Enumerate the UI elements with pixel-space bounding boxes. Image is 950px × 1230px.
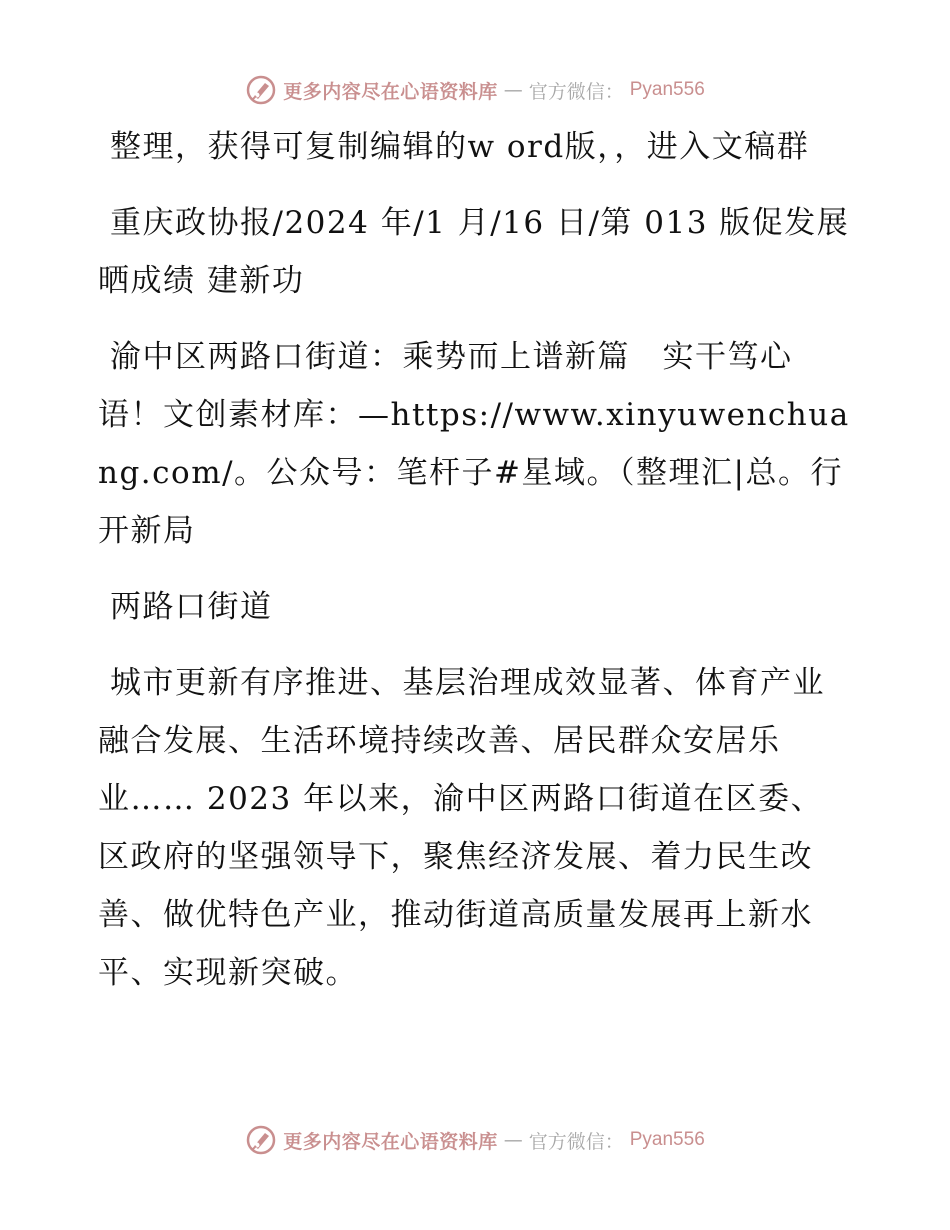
paragraph: 整理，获得可复制编辑的w ord版，，进入文稿群 xyxy=(110,129,810,165)
banner-title: 更多内容尽在心语资料库 xyxy=(283,80,498,103)
section-heading: 两路口街道 xyxy=(110,589,273,625)
banner-separator: — xyxy=(503,1129,523,1151)
paragraph: 渝中区两路口街道：乘势而上谱新篇 实干笃心语！文创素材库：—https://www.xinyuwenchuang.com/。公众号：笔杆子#星域。（整理汇|总。行开新局 xyxy=(98,339,850,549)
footer-banner xyxy=(0,1120,950,1160)
banner-wechat-id: Pyan556 xyxy=(629,79,705,100)
banner-title: 更多内容尽在心语资料库 xyxy=(283,1130,498,1153)
banner-wechat-label: 官方微信： xyxy=(528,80,624,103)
paragraph: 城市更新有序推进、基层治理成效显著、体育产业融合发展、生活环境持续改善、居民群众安居乐业…… 2023 年以来，渝中区两路口街道在区委、区政府的坚强领导下，聚焦经济发展、着力民生改善、做优特色产业，推动街道高质量发展再上新水平、实现新突破。 xyxy=(98,665,825,991)
banner-separator: — xyxy=(503,79,523,101)
quill-logo-icon xyxy=(245,1124,277,1156)
banner-wechat-id: Pyan556 xyxy=(629,1129,705,1150)
banner-wechat-label: 官方微信： xyxy=(528,1130,624,1153)
header-banner xyxy=(0,70,950,110)
paragraph: 重庆政协报/2024 年/1 月/16 日/第 013 版促发展 晒成绩 建新功 xyxy=(98,205,850,299)
document-body xyxy=(98,118,850,1020)
quill-logo-icon xyxy=(245,74,277,106)
